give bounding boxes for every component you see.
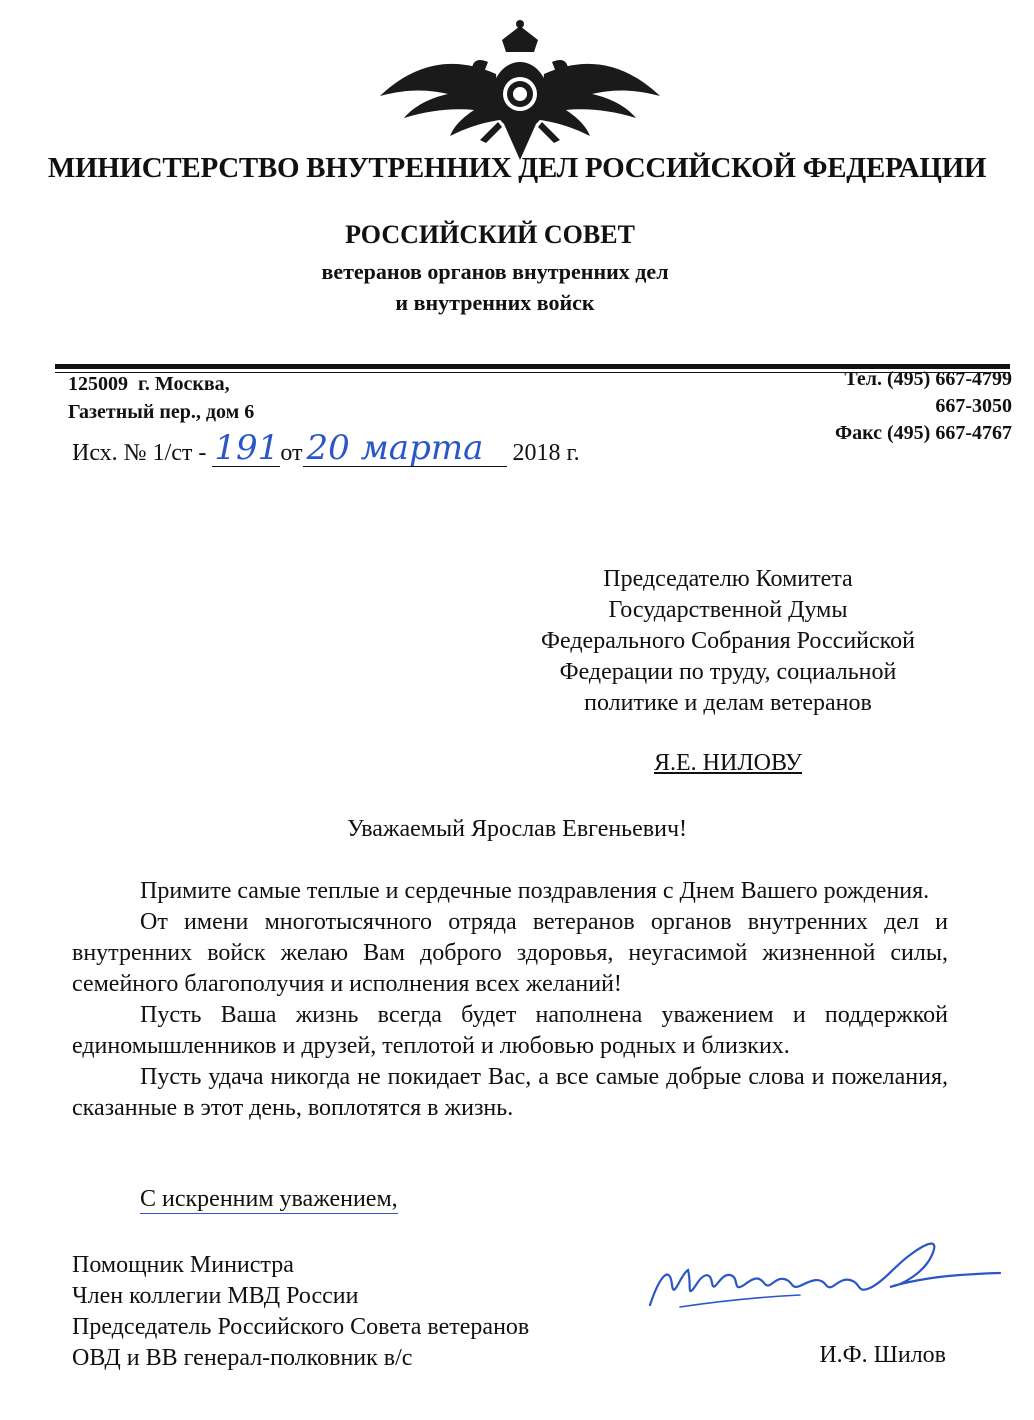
position-line3: Председатель Российского Совета ветеранов bbox=[72, 1314, 530, 1340]
addressee-line4: Федерации по труду, социальной bbox=[559, 659, 897, 685]
phone-fax-block bbox=[835, 366, 1012, 447]
signer-name: И.Ф. Шилов bbox=[819, 1342, 946, 1368]
addressee-line2: Государственной Думы bbox=[608, 597, 848, 623]
outgoing-date-handwritten: 20 марта bbox=[306, 428, 484, 468]
letter-body bbox=[72, 876, 948, 1124]
addressee-block bbox=[488, 564, 968, 719]
addressee-line3: Федерального Собрания Российской bbox=[541, 628, 915, 654]
addressee-line1: Председателю Комитета bbox=[603, 566, 853, 592]
addressee-line5: политике и делам ветеранов bbox=[584, 690, 872, 716]
postal-address bbox=[68, 370, 254, 426]
handwritten-signature bbox=[640, 1225, 1010, 1325]
body-paragraph-2: От имени многотысячного отряда ветеранов органов внутренних дел и внутренних войск желаю Вам доброго здоровья, неугасимой жизненной силы, семейного благополучия и исполнения всех желаний! bbox=[72, 909, 948, 997]
body-paragraph-4: Пусть удача никогда не покидает Вас, а все самые добрые слова и пожелания, сказанные в этот день, воплотятся в жизнь. bbox=[72, 1064, 948, 1121]
phone-primary: Тел. (495) 667-4799 bbox=[844, 368, 1012, 390]
council-subtitle-line1: ветеранов органов внутренних дел bbox=[321, 259, 669, 284]
body-paragraph-3: Пусть Ваша жизнь всегда будет наполнена уважением и поддержкой единомышленников и друзей, теплотой и любовью родных и близких. bbox=[72, 1002, 948, 1059]
ministry-title: МИНИСТЕРСТВО ВНУТРЕННИХ ДЕЛ РОССИЙСКОЙ ФЕДЕРАЦИИ bbox=[47, 152, 987, 184]
position-line1: Помощник Министра bbox=[72, 1252, 294, 1278]
outgoing-prefix: Исх. № 1/ст - bbox=[72, 440, 207, 466]
closing-regards-text: С искренним уважением, bbox=[140, 1186, 398, 1212]
outgoing-year: 2018 г. bbox=[512, 440, 580, 466]
outgoing-number-handwritten: 191 bbox=[214, 428, 280, 468]
addressee-name bbox=[488, 750, 968, 777]
position-line2: Член коллегии МВД России bbox=[72, 1283, 359, 1309]
outgoing-reference bbox=[72, 428, 580, 468]
council-title: РОССИЙСКИЙ СОВЕТ bbox=[345, 220, 635, 249]
council-subtitle-line2: и внутренних войск bbox=[395, 290, 595, 315]
body-paragraph-1: Примите самые теплые и сердечные поздравления с Днем Вашего рождения. bbox=[140, 878, 930, 904]
closing-regards bbox=[140, 1186, 398, 1213]
position-line4: ОВД и ВВ генерал-полковник в/с bbox=[72, 1345, 413, 1371]
double-headed-eagle-emblem bbox=[370, 18, 670, 168]
outgoing-date-field bbox=[303, 428, 507, 468]
address-line2: Газетный пер., дом 6 bbox=[68, 401, 255, 423]
outgoing-number-field bbox=[212, 428, 280, 468]
outgoing-from-label: от bbox=[280, 440, 303, 466]
addressee-name-text: Я.Е. НИЛОВУ bbox=[654, 750, 802, 776]
council-subtitle bbox=[0, 256, 990, 318]
phone-secondary: 667-3050 bbox=[935, 395, 1012, 417]
salutation: Уважаемый Ярослав Евгеньевич! bbox=[346, 816, 688, 842]
signer-position bbox=[72, 1250, 529, 1374]
fax-number: Факс (495) 667-4767 bbox=[834, 422, 1012, 444]
address-line1: 125009 г. Москва, bbox=[68, 373, 230, 395]
